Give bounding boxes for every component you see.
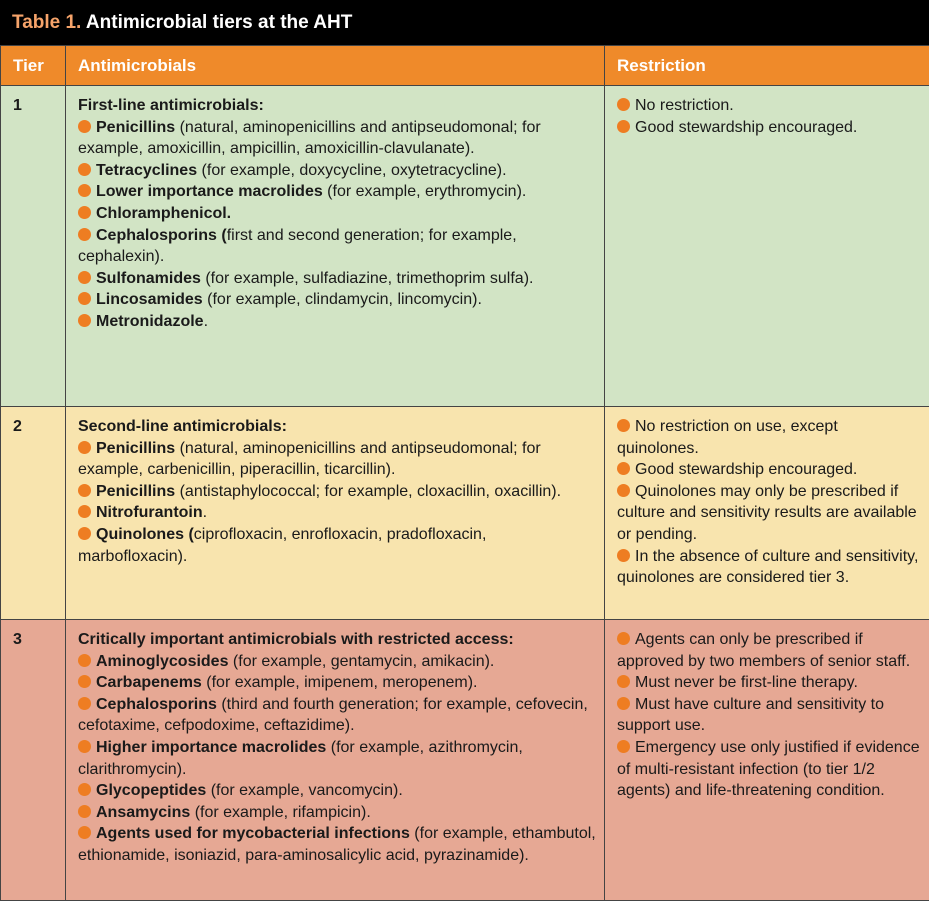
restriction-item: [617, 459, 921, 481]
drug-detail: (for example, erythromycin).: [323, 183, 527, 200]
drug-detail: (for example, azithromycin, clarithromycin).: [78, 739, 523, 778]
header-antimicrobials: Antimicrobials: [66, 46, 605, 86]
bullet-icon: [78, 206, 91, 219]
antimicrobials-cell: [66, 407, 605, 620]
bullet-icon: [617, 740, 630, 753]
table-title: [0, 0, 929, 45]
restriction-item: [617, 629, 921, 672]
drug-detail: (natural, aminopenicillins and antipseudomonal; for example, carbenicillin, piperacillin, ticarcillin).: [78, 440, 541, 479]
restriction-cell: [605, 407, 929, 620]
restriction-cell: [605, 86, 929, 407]
list-item: [78, 289, 596, 311]
restriction-cell: [605, 620, 929, 901]
restriction-item: [617, 117, 921, 139]
drug-detail: first and second generation; for example, cephalexin).: [78, 227, 517, 266]
antimicrobials-cell: [66, 620, 605, 901]
drug-detail: (for example, doxycycline, oxytetracycline).: [197, 162, 506, 179]
bullet-icon: [617, 484, 630, 497]
drug-class: Penicillins: [96, 483, 175, 500]
restriction-text: Agents can only be prescribed if approved by two members of senior staff.: [617, 631, 910, 670]
drug-class: Nitrofurantoin: [96, 504, 203, 521]
header-restriction: Restriction: [605, 46, 929, 86]
table-row: [1, 86, 929, 407]
tier-heading: Second-line antimicrobials:: [78, 416, 596, 438]
drug-class: Carbapenems: [96, 674, 202, 691]
list-item: [78, 181, 596, 203]
bullet-icon: [78, 271, 91, 284]
table-title-text: Antimicrobial tiers at the AHT: [86, 12, 352, 33]
antimicrobial-tiers-table: [0, 45, 929, 901]
list-item: [78, 481, 596, 503]
bullet-icon: [617, 419, 630, 432]
bullet-icon: [78, 527, 91, 540]
drug-detail: ciprofloxacin, enrofloxacin, pradofloxacin, marbofloxacin).: [78, 526, 486, 565]
drug-class: Glycopeptides: [96, 782, 206, 799]
restriction-item: [617, 481, 921, 546]
bullet-icon: [617, 675, 630, 688]
table-title-label: Table 1.: [12, 12, 81, 33]
drug-class: Lincosamides: [96, 291, 203, 308]
drug-class: Chloramphenicol.: [96, 205, 231, 222]
drug-class: Ansamycins: [96, 804, 190, 821]
drug-detail: .: [203, 504, 207, 521]
bullet-icon: [617, 98, 630, 111]
restriction-item: [617, 672, 921, 694]
bullet-icon: [78, 697, 91, 710]
list-item: [78, 823, 596, 866]
antimicrobials-cell: [66, 86, 605, 407]
header-row: [1, 46, 929, 86]
drug-class: Penicillins: [96, 440, 175, 457]
drug-class: Cephalosporins: [96, 696, 217, 713]
list-item: [78, 694, 596, 737]
drug-detail: (for example, sulfadiazine, trimethoprim sulfa).: [201, 270, 534, 287]
list-item: [78, 438, 596, 481]
tier-number: 3: [1, 620, 66, 901]
table-row: [1, 407, 929, 620]
restriction-text: No restriction on use, except quinolones.: [617, 418, 838, 457]
bullet-icon: [78, 675, 91, 688]
drug-detail: (natural, aminopenicillins and antipseudomonal; for example, amoxicillin, ampicillin, amoxicillin-clavulanate).: [78, 119, 541, 158]
drug-class: Higher importance macrolides: [96, 739, 326, 756]
list-item: [78, 780, 596, 802]
tier-number: 1: [1, 86, 66, 407]
tier-heading: Critically important antimicrobials with restricted access:: [78, 629, 596, 651]
bullet-icon: [78, 314, 91, 327]
drug-class: Aminoglycosides: [96, 653, 228, 670]
restriction-text: No restriction.: [635, 97, 734, 114]
bullet-icon: [78, 654, 91, 667]
drug-detail: (for example, imipenem, meropenem).: [202, 674, 478, 691]
restriction-item: [617, 546, 921, 589]
drug-class: Agents used for mycobacterial infections: [96, 825, 410, 842]
restriction-item: [617, 737, 921, 802]
bullet-icon: [78, 484, 91, 497]
drug-detail: (for example, rifampicin).: [190, 804, 371, 821]
list-item: [78, 268, 596, 290]
restriction-text: Must never be first-line therapy.: [635, 674, 858, 691]
list-item: [78, 203, 596, 225]
list-item: [78, 160, 596, 182]
bullet-icon: [78, 783, 91, 796]
bullet-icon: [617, 120, 630, 133]
drug-class: Cephalosporins (: [96, 227, 227, 244]
drug-detail: (third and fourth generation; for example, cefovecin, cefotaxime, cefpodoxime, ceftazidime).: [78, 696, 588, 735]
bullet-icon: [78, 184, 91, 197]
bullet-icon: [617, 632, 630, 645]
restriction-item: [617, 416, 921, 459]
restriction-text: Good stewardship encouraged.: [635, 119, 857, 136]
list-item: [78, 311, 596, 333]
drug-class: Quinolones (: [96, 526, 194, 543]
drug-detail: (for example, clindamycin, lincomycin).: [203, 291, 482, 308]
bullet-icon: [78, 441, 91, 454]
list-item: [78, 651, 596, 673]
restriction-item: [617, 95, 921, 117]
tier-number: 2: [1, 407, 66, 620]
bullet-icon: [78, 805, 91, 818]
drug-detail: (for example, gentamycin, amikacin).: [228, 653, 494, 670]
list-item: [78, 225, 596, 268]
bullet-icon: [617, 462, 630, 475]
drug-class: Tetracyclines: [96, 162, 197, 179]
header-tier: Tier: [1, 46, 66, 86]
list-item: [78, 502, 596, 524]
drug-detail: (for example, ethambutol, ethionamide, isoniazid, para-aminosalicylic acid, pyrazinamide).: [78, 825, 596, 864]
bullet-icon: [78, 740, 91, 753]
restriction-text: Good stewardship encouraged.: [635, 461, 857, 478]
drug-class: Sulfonamides: [96, 270, 201, 287]
table-row: [1, 620, 929, 901]
bullet-icon: [617, 549, 630, 562]
bullet-icon: [617, 697, 630, 710]
list-item: [78, 672, 596, 694]
bullet-icon: [78, 292, 91, 305]
list-item: [78, 737, 596, 780]
drug-detail: (for example, vancomycin).: [206, 782, 403, 799]
drug-class: Penicillins: [96, 119, 175, 136]
drug-class: Lower importance macrolides: [96, 183, 323, 200]
list-item: [78, 117, 596, 160]
restriction-text: Must have culture and sensitivity to support use.: [617, 696, 884, 735]
drug-class: Metronidazole: [96, 313, 204, 330]
bullet-icon: [78, 228, 91, 241]
tier-heading: First-line antimicrobials:: [78, 95, 596, 117]
bullet-icon: [78, 163, 91, 176]
bullet-icon: [78, 826, 91, 839]
drug-detail: .: [204, 313, 208, 330]
restriction-text: In the absence of culture and sensitivity, quinolones are considered tier 3.: [617, 548, 918, 587]
drug-detail: (antistaphylococcal; for example, cloxacillin, oxacillin).: [175, 483, 561, 500]
restriction-text: Emergency use only justified if evidence of multi-resistant infection (to tier 1/2 agents) and life-threatening condition.: [617, 739, 920, 799]
restriction-item: [617, 694, 921, 737]
list-item: [78, 524, 596, 567]
restriction-text: Quinolones may only be prescribed if culture and sensitivity results are available or pending.: [617, 483, 917, 543]
list-item: [78, 802, 596, 824]
bullet-icon: [78, 120, 91, 133]
bullet-icon: [78, 505, 91, 518]
